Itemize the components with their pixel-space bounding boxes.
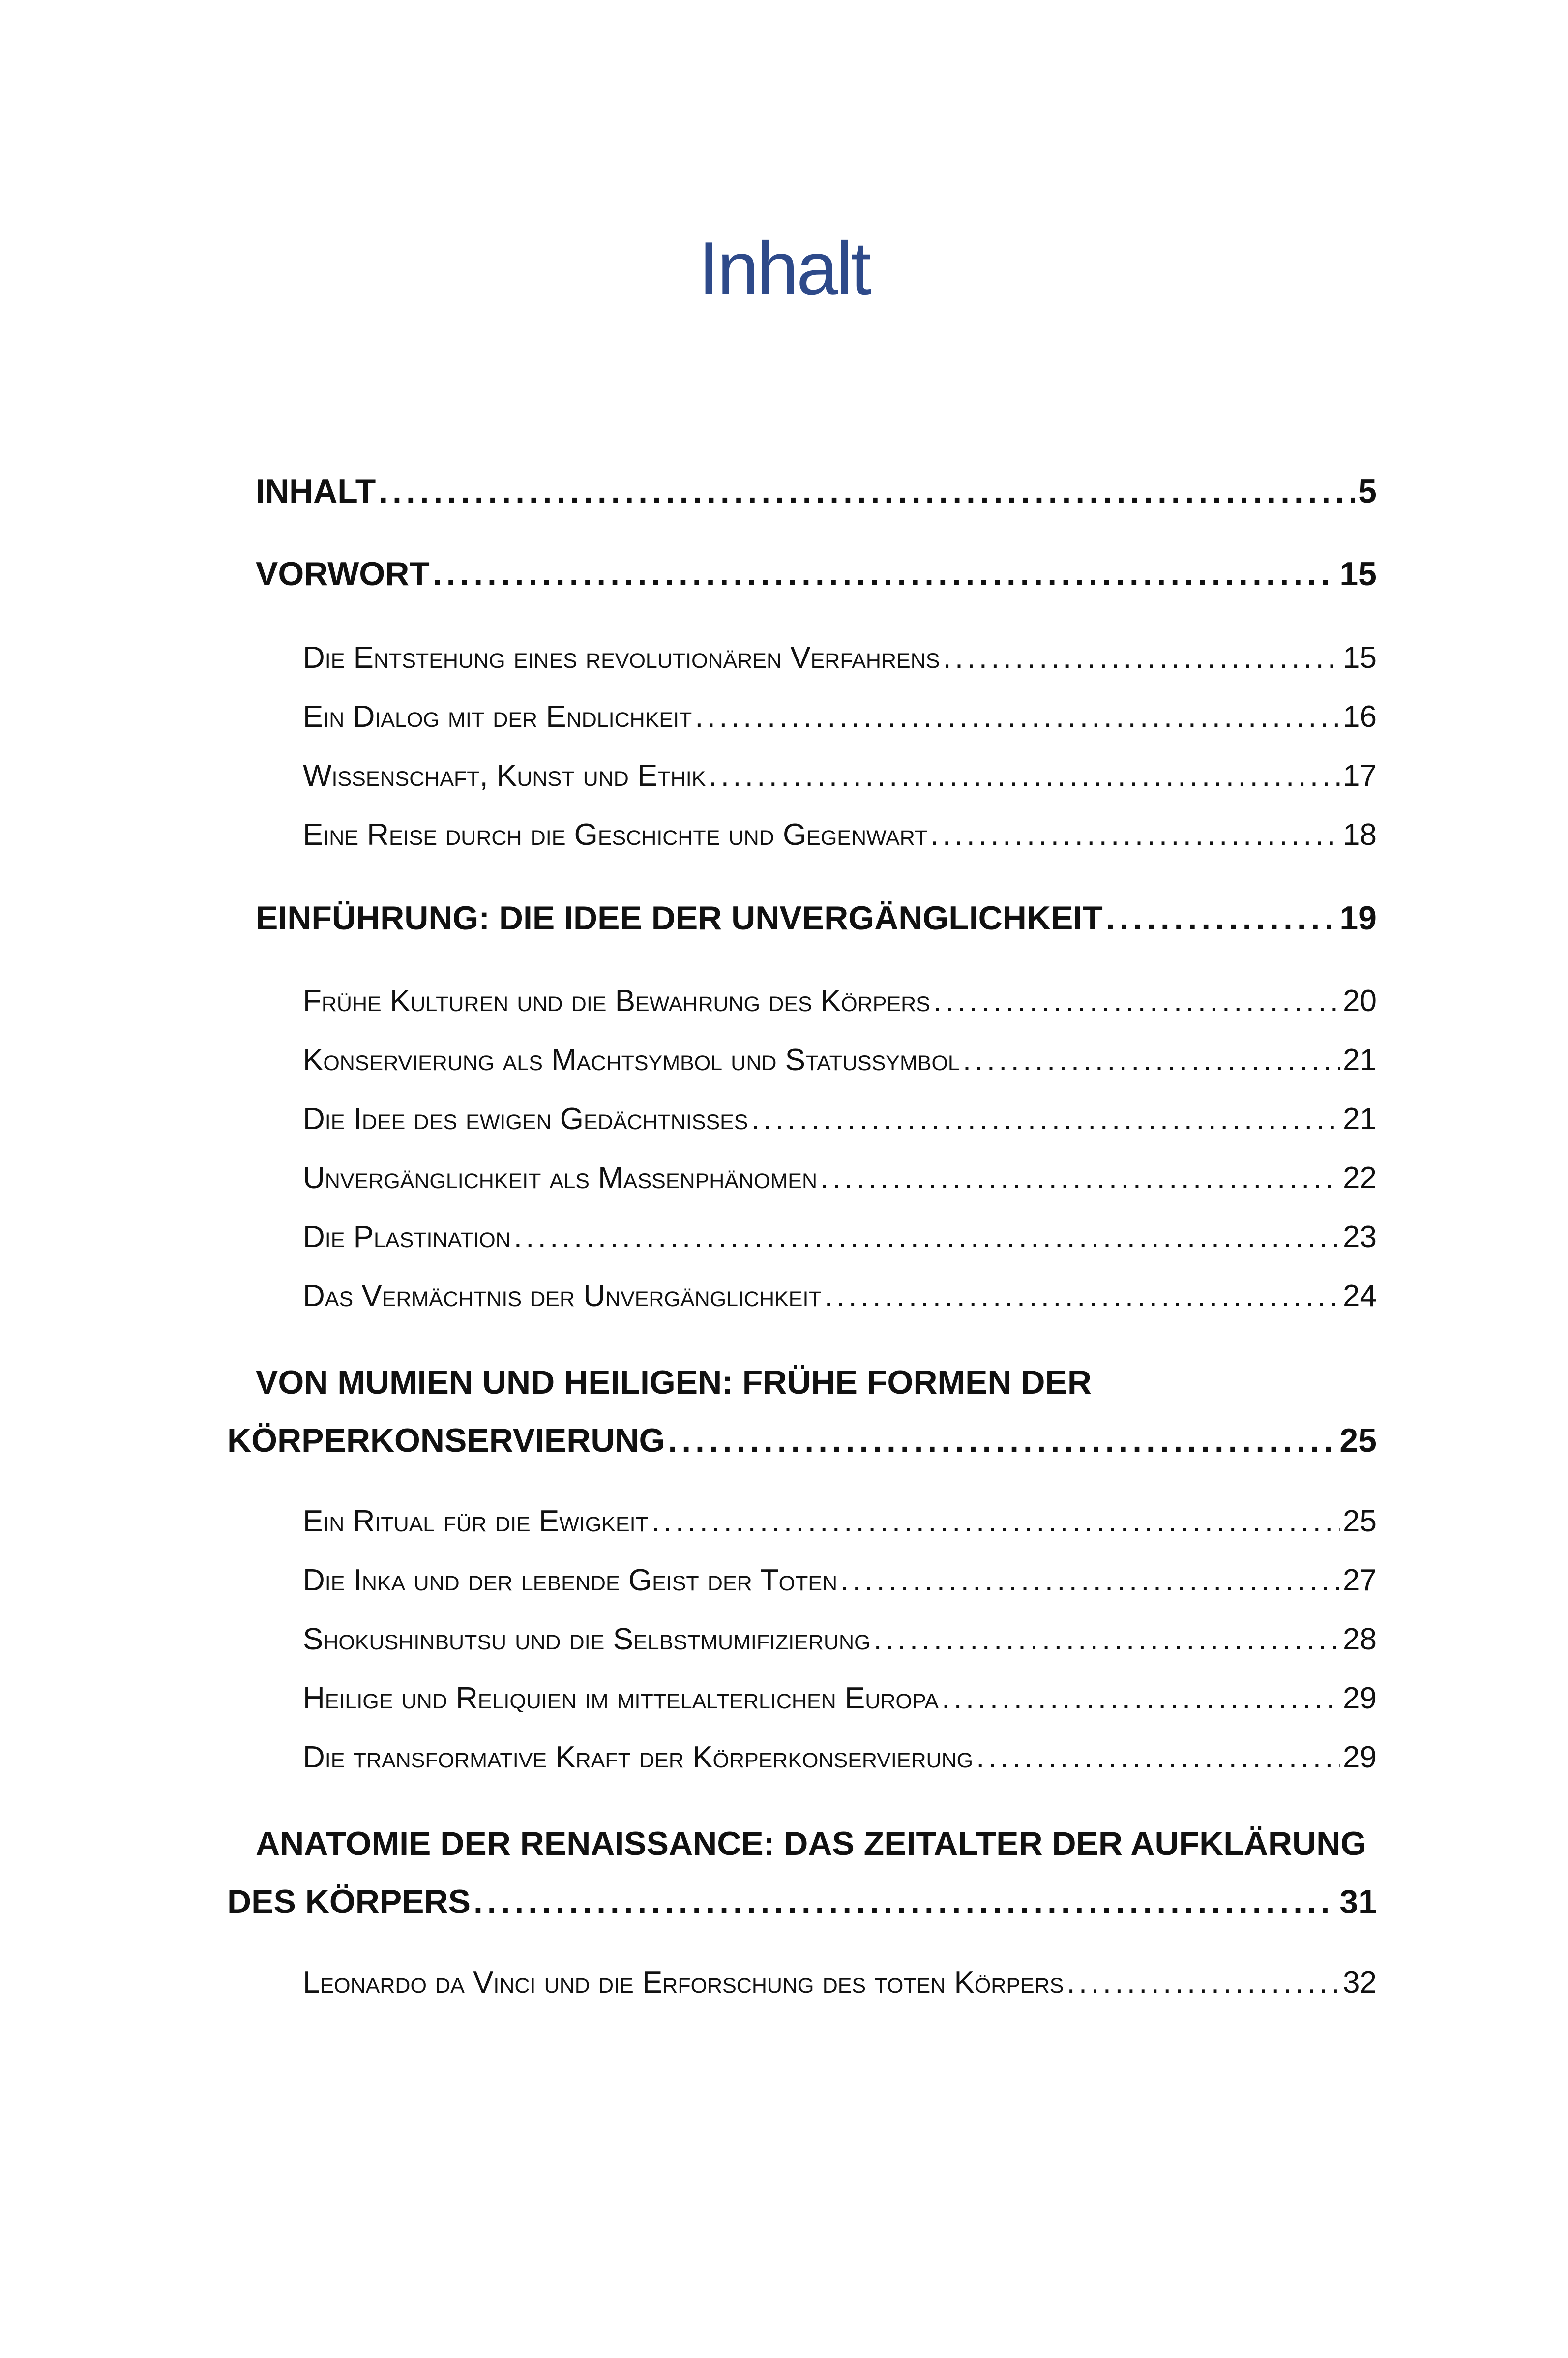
toc-page-number: 19 (1339, 899, 1377, 937)
toc-entry-label: Shokushinbutsu und die Selbstmumifizierung (303, 1622, 871, 1656)
toc-entry-label: Die Idee des ewigen Gedächtnisses (303, 1102, 748, 1136)
toc-entry-label: INHALT (256, 473, 376, 510)
toc-page-number: 29 (1343, 1740, 1377, 1774)
toc-section[interactable] (303, 1504, 1377, 1545)
toc-leader-dots (943, 640, 1340, 675)
toc-page-number: 15 (1339, 555, 1377, 593)
toc-page-number: 25 (1343, 1504, 1377, 1538)
toc-entry-label: KÖRPERKONSERVIERUNG (227, 1422, 665, 1459)
toc-chapter-anatomie[interactable] (227, 1882, 1377, 1927)
toc-page-number: 17 (1343, 759, 1377, 793)
toc-entry-label: Frühe Kulturen und die Bewahrung des Körpers (303, 984, 930, 1018)
toc-section[interactable] (303, 1161, 1377, 1202)
toc-section[interactable] (303, 1740, 1377, 1781)
toc-leader-dots (933, 984, 1340, 1018)
toc-chapter-vorwort[interactable] (256, 555, 1377, 599)
toc-leader-dots (668, 1421, 1336, 1460)
toc-page-number: 15 (1343, 641, 1377, 675)
toc-leader-dots (976, 1740, 1340, 1775)
toc-entry-label: Ein Ritual für die Ewigkeit (303, 1504, 649, 1538)
toc-section[interactable] (303, 1622, 1377, 1663)
toc-leader-dots (709, 758, 1340, 793)
toc-page-number: 25 (1339, 1422, 1377, 1459)
toc-chapter-title-line[interactable]: VON MUMIEN UND HEILIGEN: FRÜHE FORMEN DER (256, 1364, 1092, 1401)
toc-section[interactable] (303, 1563, 1377, 1604)
toc-leader-dots (379, 472, 1355, 510)
toc-leader-dots (751, 1102, 1340, 1136)
toc-entry-label: Konservierung als Machtsymbol und Statussymbol (303, 1043, 960, 1077)
toc-page-number: 28 (1343, 1622, 1377, 1656)
toc-entry-label: Eine Reise durch die Geschichte und Gegenwart (303, 818, 928, 852)
toc-section[interactable] (303, 640, 1377, 682)
toc-page-number: 31 (1339, 1883, 1377, 1920)
page-title: Inhalt (698, 227, 870, 310)
toc-entry-label: Die Plastination (303, 1220, 511, 1254)
toc-page-number: 22 (1343, 1161, 1377, 1195)
toc-section[interactable] (303, 1043, 1377, 1084)
toc-page-number: 21 (1343, 1043, 1377, 1077)
toc-section[interactable] (303, 1220, 1377, 1261)
toc-leader-dots (942, 1681, 1340, 1716)
toc-leader-dots (874, 1622, 1340, 1657)
toc-entry-label: EINFÜHRUNG: DIE IDEE DER UNVERGÄNGLICHKEIT (256, 899, 1103, 937)
toc-page-number: 23 (1343, 1220, 1377, 1254)
toc-leader-dots (840, 1563, 1340, 1598)
toc-page-number: 27 (1343, 1563, 1377, 1597)
toc-leader-dots (1106, 899, 1337, 937)
toc-entry-label: Wissenschaft, Kunst und Ethik (303, 759, 706, 793)
toc-page-number: 5 (1358, 473, 1377, 510)
toc-entry-label: Die transformative Kraft der Körperkonservierung (303, 1740, 974, 1774)
toc-leader-dots (825, 1279, 1340, 1313)
toc-page-number: 18 (1343, 818, 1377, 852)
toc-leader-dots (433, 555, 1337, 593)
toc-leader-dots (473, 1882, 1336, 1921)
toc-leader-dots (820, 1161, 1340, 1195)
toc-section[interactable] (303, 817, 1377, 859)
toc-chapter-title-line[interactable]: ANATOMIE DER RENAISSANCE: DAS ZEITALTER DER AUFKLÄRUNG (256, 1825, 1367, 1862)
toc-entry-label: Ein Dialog mit der Endlichkeit (303, 700, 692, 734)
toc-entry-label: Heilige und Reliquien im mittelalterlichen Europa (303, 1681, 939, 1715)
toc-entry-label: Das Vermächtnis der Unvergänglichkeit (303, 1279, 822, 1313)
toc-page-number: 32 (1343, 1966, 1377, 2000)
toc-chapter-inhalt[interactable] (256, 472, 1377, 516)
toc-leader-dots (963, 1043, 1340, 1077)
toc-section[interactable] (303, 1102, 1377, 1143)
toc-section[interactable] (303, 1965, 1377, 2006)
toc-page-number: 21 (1343, 1102, 1377, 1136)
toc-page-number: 16 (1343, 700, 1377, 734)
toc-leader-dots (1066, 1965, 1340, 2000)
toc-page-number: 20 (1343, 984, 1377, 1018)
toc-section[interactable] (303, 699, 1377, 741)
toc-entry-label: VORWORT (256, 555, 430, 593)
toc-section[interactable] (303, 758, 1377, 800)
toc-entry-label: Unvergänglichkeit als Massenphänomen (303, 1161, 818, 1195)
toc-leader-dots (514, 1220, 1340, 1254)
toc-chapter-mumien[interactable] (227, 1421, 1377, 1465)
toc-entry-label: Leonardo da Vinci und die Erforschung des toten Körpers (303, 1966, 1064, 2000)
toc-leader-dots (695, 699, 1340, 734)
toc-entry-label: DES KÖRPERS (227, 1883, 471, 1920)
toc-leader-dots (930, 817, 1340, 852)
toc-section[interactable] (303, 984, 1377, 1025)
toc-entry-label: Die Inka und der lebende Geist der Toten (303, 1563, 838, 1597)
toc-chapter-einfuehrung[interactable] (256, 899, 1377, 943)
toc-section[interactable] (303, 1279, 1377, 1320)
toc-page-number: 24 (1343, 1279, 1377, 1313)
toc-page-number: 29 (1343, 1681, 1377, 1715)
toc-entry-label: Die Entstehung eines revolutionären Verfahrens (303, 641, 940, 675)
toc-section[interactable] (303, 1681, 1377, 1722)
toc-leader-dots (651, 1504, 1340, 1539)
